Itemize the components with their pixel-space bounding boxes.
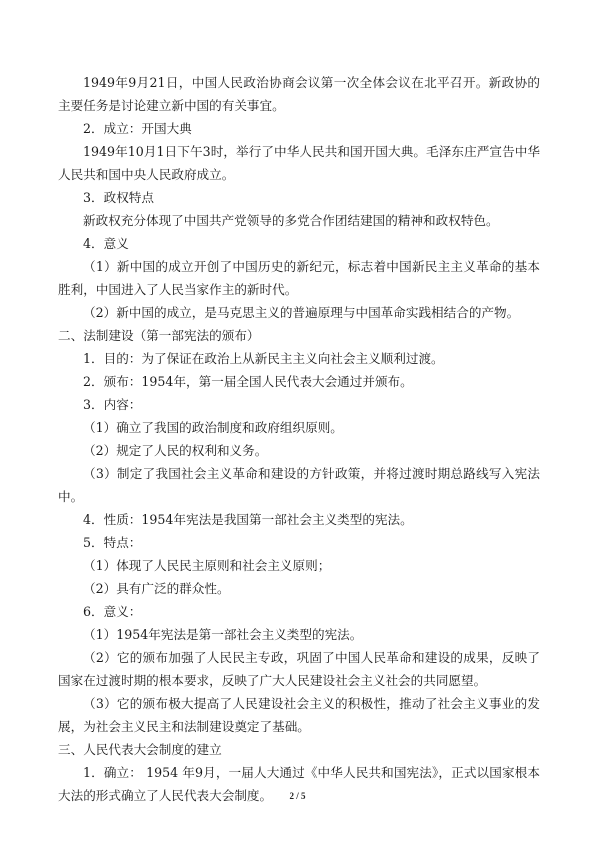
paragraph-npc-establishment: 1．确立： 1954 年9月，一届人大通过《中华人民共和国宪法》，正式以国家根本大法的形式确立了人民代表大会制度。 bbox=[58, 765, 540, 803]
paragraph-characteristics-1: （1）体现了人民民主原则和社会主义原则； bbox=[83, 558, 331, 573]
heading-characteristics: 5．特点： bbox=[83, 535, 142, 550]
paragraph-regime-features: 新政权充分体现了中国共产党领导的多党合作团结建国的精神和政权特色。 bbox=[83, 213, 499, 228]
paragraph-constitution-significance-2: （2）它的颁布加强了人民民主专政，巩固了中国人民革命和建设的成果，反映了国家在过渡时期的根本要求，反映了广大人民建设社会主义社会的共同愿望。 bbox=[58, 650, 540, 688]
page-body bbox=[58, 71, 540, 807]
paragraph-constitution-significance-1: （1）1954年宪法是第一部社会主义类型的宪法。 bbox=[83, 627, 363, 642]
paragraph-nature: 4．性质：1954年宪法是我国第一部社会主义类型的宪法。 bbox=[83, 512, 413, 527]
paragraph-characteristics-2: （2）具有广泛的群众性。 bbox=[83, 581, 230, 596]
section-heading-npc-system: 三、人民代表大会制度的建立 bbox=[58, 742, 222, 757]
paragraph-founding-ceremony: 1949年10月1日下午3时，举行了中华人民共和国开国大典。毛泽东庄严宣告中华人民共和国中央人民政府成立。 bbox=[58, 144, 540, 182]
paragraph-purpose: 1．目的：为了保证在政治上从新民主主义向社会主义顺利过渡。 bbox=[83, 351, 444, 366]
heading-regime-features: 3．政权特点 bbox=[83, 190, 154, 205]
heading-content: 3．内容： bbox=[83, 397, 142, 412]
paragraph-content-3: （3）制定了我国社会主义革命和建设的方针政策，并将过渡时期总路线写入宪法中。 bbox=[58, 466, 540, 504]
page-number: 2 / 5 bbox=[289, 791, 306, 801]
heading-founding-ceremony: 2．成立：开国大典 bbox=[83, 121, 192, 136]
paragraph-significance-2: （2）新中国的成立，是马克思主义的普遍原理与中国革命实践相结合的产物。 bbox=[83, 305, 520, 320]
paragraph-cppcc-session: 1949年9月21日，中国人民政治协商会议第一次全体会议在北平召开。新政协的主要任务是讨论建立新中国的有关事宜。 bbox=[58, 75, 540, 113]
paragraph-constitution-significance-3: （3）它的颁布极大提高了人民建设社会主义的积极性，推动了社会主义事业的发展，为社会主义民主和法制建设奠定了基础。 bbox=[58, 696, 540, 734]
section-heading-legal-construction: 二、法制建设（第一部宪法的颁布） bbox=[58, 328, 260, 343]
paragraph-content-1: （1）确立了我国的政治制度和政府组织原则。 bbox=[83, 420, 343, 435]
heading-constitution-significance: 6．意义： bbox=[83, 604, 142, 619]
paragraph-promulgation: 2．颁布：1954年，第一届全国人民代表大会通过并颁布。 bbox=[83, 374, 413, 389]
paragraph-content-2: （2）规定了人民的权利和义务。 bbox=[83, 443, 268, 458]
paragraph-significance-1: （1）新中国的成立开创了中国历史的新纪元，标志着中国新民主主义革命的基本胜利，中国进入了人民当家作主的新时代。 bbox=[58, 259, 540, 297]
heading-significance: 4．意义 bbox=[83, 236, 129, 251]
